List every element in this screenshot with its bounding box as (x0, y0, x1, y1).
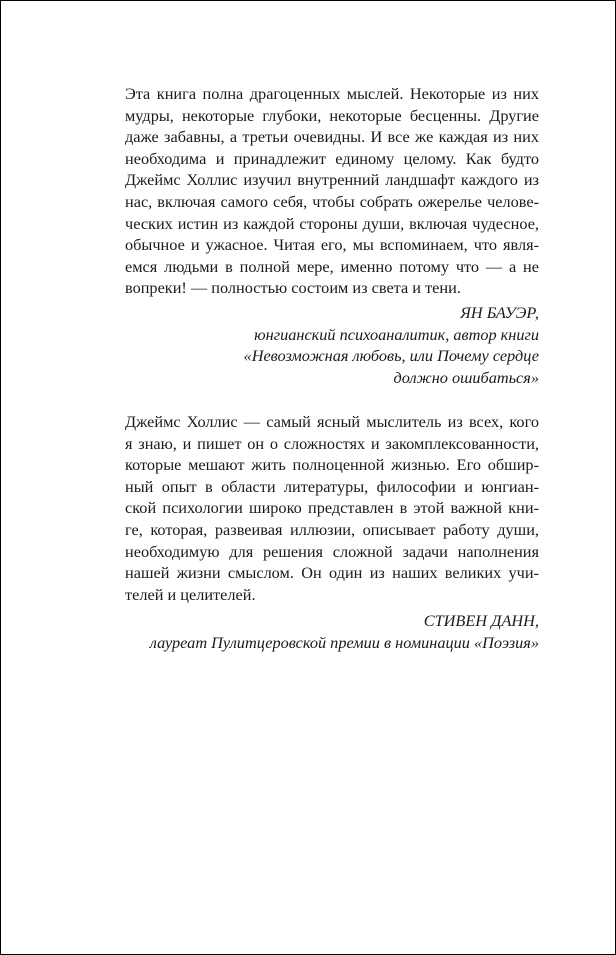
quote-line: Джеймс Холлис — самый ясный мыслитель из всех, кого (125, 412, 539, 431)
endorsement-quote-1 (125, 83, 539, 299)
quote-line: необходимую для решения сложной задачи наполнения (125, 541, 539, 561)
author-credential-line: должно ошибаться» (393, 367, 539, 387)
quote-line: емся людьми в полной мере, именно потому что — а не (125, 256, 539, 276)
quote-line: ге, которая, развеивая иллюзии, описывает работу души, (125, 519, 539, 539)
quote-line: необходима и принадлежит единому целому. Как будто (125, 148, 539, 168)
endorsement-quote-2 (125, 411, 539, 605)
author-credential-line: лауреат Пулитцеровской премии в номинации «Поэзия» (149, 632, 539, 652)
attribution-1 (125, 302, 539, 388)
quote-line: Джеймс Холлис изучил внутренний ландшафт каждого из (125, 170, 539, 190)
quote-line: вопреки! — полностью состоим из света и тени. (125, 278, 461, 298)
quote-line: нашей жизни смыслом. Он один из наших великих учи- (125, 563, 539, 583)
quote-line: нас, включая самого себя, чтобы собрать ожерелье челове- (125, 191, 539, 211)
attribution-2 (125, 610, 539, 653)
quote-line: даже забавны, а третьи очевидны. И все же каждая из них (125, 127, 539, 147)
author-credential-line: «Невозможная любовь, или Почему сердце (243, 346, 539, 366)
quote-line: ный опыт в области литературы, философии и юнгиан- (125, 476, 539, 496)
quote-line: мудры, некоторые глубоки, некоторые бесценны. Другие (125, 105, 539, 125)
quote-line: Эта книга полна драгоценных мыслей. Некоторые из них (125, 84, 539, 103)
quote-line: ской психологии широко представлен в этой важной кни- (125, 498, 539, 518)
quote-line: обычное и ужасное. Читая его, мы вспоминаем, что явля- (125, 235, 539, 255)
author-name: ЯН БАУЭР, (460, 303, 539, 322)
quote-line: я знаю, и пишет он о сложностях и закомплексованности, (125, 433, 539, 453)
quote-line: телей и целителей. (125, 584, 256, 604)
author-name: СТИВЕН ДАНН, (423, 611, 539, 630)
quote-line: ческих истин из каждой стороны души, включая чудесное, (125, 213, 539, 233)
quote-line: которые мешают жить полноценной жизнью. Его обшир- (125, 455, 539, 475)
author-credential-line: юнгианский психоаналитик, автор книги (254, 324, 539, 344)
